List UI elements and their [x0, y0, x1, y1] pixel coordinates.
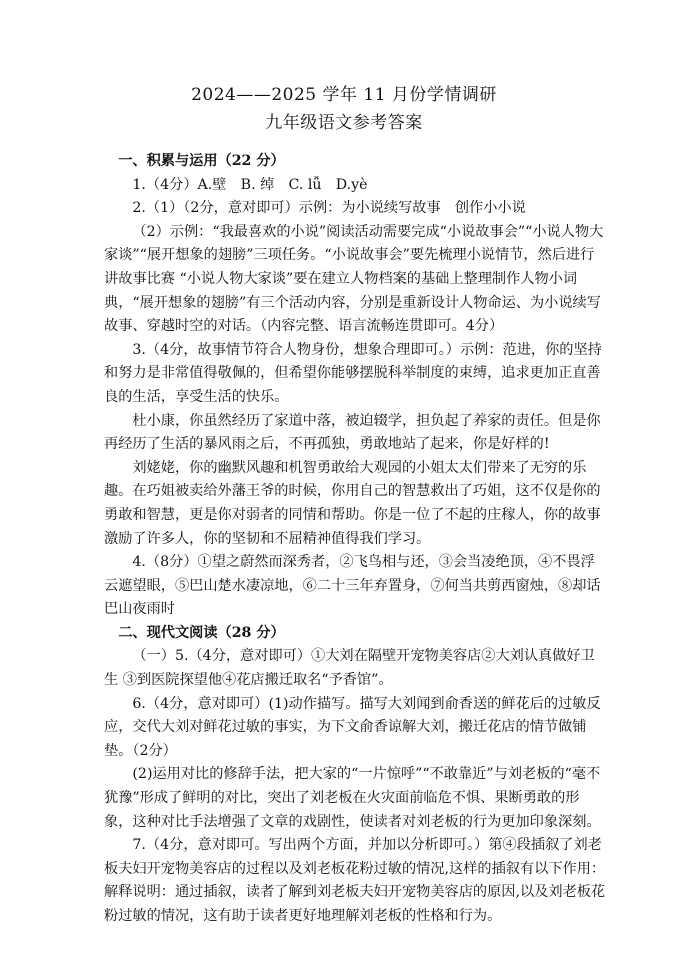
answer-q2-2: （2）示例：“我最喜欢的小说”阅读活动需要完成“小说故事会”“小说人物大家谈”“展开想象的翅膀”三项任务。“小说故事会”要先梳理小说情节，然后进行讲故事比赛 “小说人物大家谈”要在建立人物档案的基础上整理制作人物小词典，“展开想象的翅膀”有三个活动内容，分别是重新设计人物命运、为小说续写故事、穿越时空的对话。（内容完整、语言流畅连贯即可。4分）: [104, 223, 604, 335]
answer-q7: 7.（4分，意对即可。写出两个方面，并加以分析即可。）第④段插叙了刘老板夫妇开宠物美容店的过程以及刘老板花粉过敏的情况,这样的插叙有以下作用：解释说明：通过插叙，读者了解到刘老板夫妇开宠物美容店的原因,以及刘老板花粉过敏的情况，这有助于读者更好地理解刘老板的性格和行为。: [104, 837, 606, 924]
answer-q6-2: (2)运用对比的修辞手法，把大家的“一片惊呼”“不敢靠近”与刘老板的“毫不犹豫”形成了鲜明的对比，突出了刘老板在火灾面前临危不惧、果断勇敢的形象，这种对比手法增强了文章的戏剧性，使读者对刘老板的行为更加印象深刻。: [104, 766, 601, 830]
answer-q4: 4.（8分）①望之蔚然而深秀者，②飞鸟相与还，③会当凌绝顶，④不畏浮云遮望眼，⑤巴山楚水凄凉地，⑥二十三年弃置身，⑦何当共剪西窗烛，⑧却话巴山夜雨时: [104, 554, 601, 618]
section-heading-1: 一、积累与运用（22 分）: [118, 153, 285, 169]
answer-q3-fanjin: 3.（4分，故事情节符合人物身份，想象合理即可。）示例：范进，你的坚持和努力是非常值得敬佩的，但希望你能够摆脱科举制度的束缚，追求更加正直善良的生活，享受生活的快乐。: [104, 341, 602, 405]
document-title: 2024——2025 学年 11 月份学情调研: [191, 85, 497, 105]
document-subtitle: 九年级语文参考答案: [265, 113, 423, 133]
answer-q5: （一）5.（4分，意对即可）①大刘在隔壁开宠物美容店②大刘认真做好卫生 ③到医院探望他④花店搬迁取名“予香馆”。: [104, 648, 595, 689]
section-heading-2: 二、现代文阅读（28 分）: [118, 624, 285, 641]
answer-q2-1: 2.（1）（2分，意对即可）示例：为小说续写故事 创作小小说: [132, 200, 526, 217]
answer-q6-1: 6.（4分，意对即可）(1)动作描写。描写大刘闻到俞香送的鲜花后的过敏反应，交代大刘对鲜花过敏的事实，为下文俞香谅解大刘，搬迁花店的情节做铺垫。（2分）: [104, 695, 601, 759]
answer-q1: 1.（4分）A.壁 B. 绰 C. lǚ D.yè: [132, 176, 368, 193]
answer-q3-duxiaokang: 杜小康，你虽然经历了家道中落，被迫辍学，担负起了养家的责任。但是你再经历了生活的暴风雨之后，不再孤独，勇敢地站了起来，你是好样的!: [104, 412, 601, 453]
answer-content: [104, 150, 606, 929]
answer-q3-liulaolao: 刘姥姥，你的幽默风趣和机智勇敢给大观园的小姐太太们带来了无穷的乐趣。在巧姐被卖给外藩王爷的时候，你用自己的智慧救出了巧姐，这不仅是你的勇敢和智慧，更是你对弱者的同情和帮助。你是一位了不起的庄稼人，你的故事激励了许多人，你的坚韧和不屈精神值得我们学习。: [104, 459, 601, 547]
